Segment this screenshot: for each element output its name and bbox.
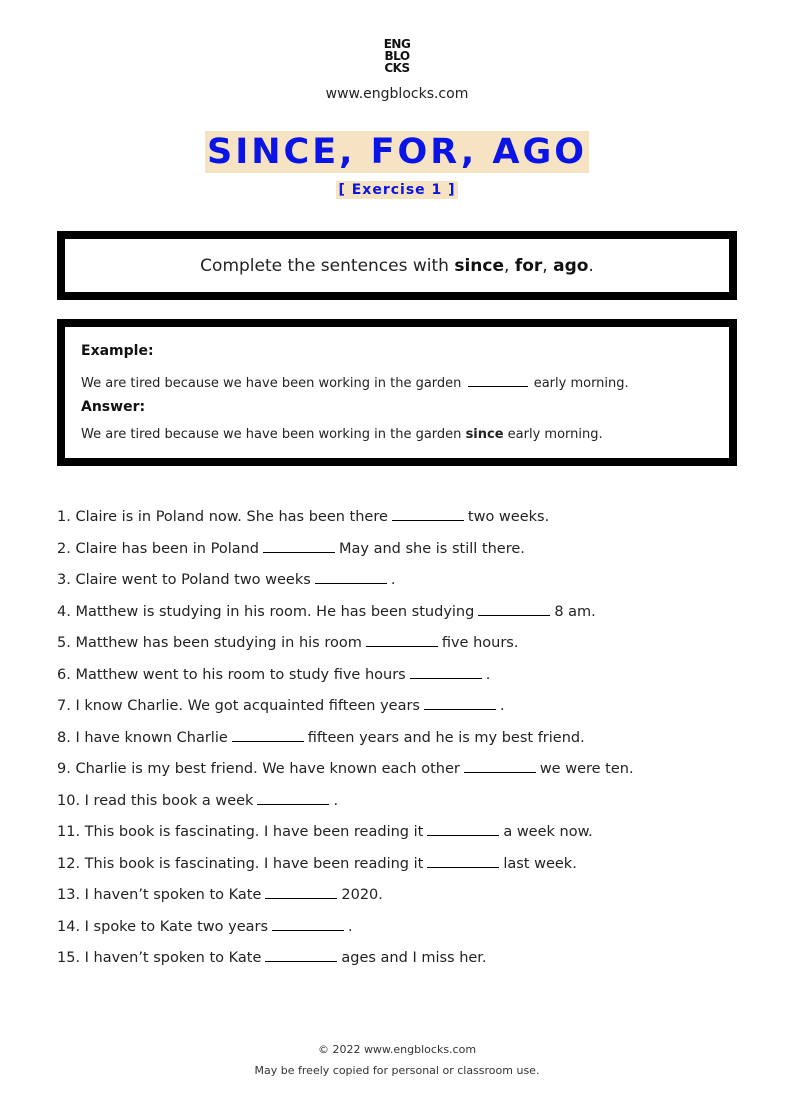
answer-blank[interactable] xyxy=(257,788,329,805)
question-item xyxy=(57,597,757,629)
question-text: May and she is still there. xyxy=(339,540,525,557)
engblocks-logo xyxy=(0,38,794,74)
site-url[interactable]: www.engblocks.com xyxy=(325,86,469,102)
question-text: ages and I miss her. xyxy=(341,950,487,966)
example-box xyxy=(57,319,737,466)
answer-blank[interactable] xyxy=(265,882,337,899)
keyword-since: since xyxy=(454,255,504,276)
answer-sentence xyxy=(81,427,603,442)
question-text: 15. I haven’t spoken to Kate xyxy=(57,950,262,966)
exercise-label: [ Exercise 1 ] xyxy=(338,182,456,198)
question-text: 11. This book is fascinating. I have been reading it xyxy=(57,824,424,840)
question-text: a week now. xyxy=(503,824,593,840)
question-item xyxy=(57,565,757,597)
question-text: 12. This book is fascinating. I have been reading it xyxy=(57,855,424,872)
answer-blank[interactable] xyxy=(232,725,304,742)
answer-blank[interactable] xyxy=(410,662,482,679)
instruction-separator: , xyxy=(504,255,515,276)
answer-blank[interactable] xyxy=(464,756,536,773)
question-item xyxy=(57,754,757,786)
question-text: fifteen years and he is my best friend. xyxy=(307,729,585,746)
answer-blank[interactable] xyxy=(478,599,550,616)
answer-blank[interactable] xyxy=(272,914,344,931)
example-blank xyxy=(468,372,528,387)
question-text: 6. Matthew went to his room to study five hours xyxy=(57,666,406,683)
question-text: 10. I read this book a week xyxy=(57,792,254,809)
logo-line-3: CKS xyxy=(384,61,410,75)
question-item xyxy=(57,912,757,944)
question-item xyxy=(57,534,757,566)
logo-line-2: BLO xyxy=(384,49,410,63)
worksheet-title: SINCE, FOR, AGO xyxy=(207,132,587,172)
question-text: 1. Claire is in Poland now. She has been there xyxy=(57,509,388,525)
answer-blank[interactable] xyxy=(265,945,337,962)
question-item xyxy=(57,502,757,534)
question-text: . xyxy=(333,792,339,809)
question-text: two weeks. xyxy=(467,509,550,525)
question-text: . xyxy=(348,918,353,935)
answer-after: early morning. xyxy=(503,427,603,442)
question-item xyxy=(57,880,757,912)
answer-blank[interactable] xyxy=(263,536,335,553)
answer-blank[interactable] xyxy=(366,630,438,647)
question-text: 2. Claire has been in Poland xyxy=(57,540,260,557)
question-item xyxy=(57,849,757,881)
question-text: we were ten. xyxy=(539,761,634,777)
footer-license: May be freely copied for personal or classroom use. xyxy=(254,1064,540,1077)
keyword-ago: ago xyxy=(553,255,589,276)
question-list xyxy=(57,502,757,975)
question-text: . xyxy=(500,698,505,714)
question-item xyxy=(57,660,757,692)
question-item xyxy=(57,628,757,660)
instruction-suffix: . xyxy=(588,255,594,276)
instruction-separator: , xyxy=(542,255,554,276)
question-text: 4. Matthew is studying in his room. He has been studying xyxy=(57,603,475,620)
question-item xyxy=(57,723,757,755)
question-item xyxy=(57,691,757,723)
instruction-text xyxy=(200,256,594,276)
question-text: last week. xyxy=(503,855,577,872)
question-text: . xyxy=(485,666,491,683)
question-text: 13. I haven’t spoken to Kate xyxy=(57,887,262,903)
question-item xyxy=(57,943,757,975)
answer-blank[interactable] xyxy=(392,504,464,521)
answer-blank[interactable] xyxy=(424,693,496,710)
answer-word: since xyxy=(465,427,504,442)
instruction-box xyxy=(57,231,737,300)
question-text: 8. I have known Charlie xyxy=(57,729,228,746)
question-text: 2020. xyxy=(341,887,383,903)
answer-blank[interactable] xyxy=(315,567,387,584)
question-text: five hours. xyxy=(441,635,519,651)
keyword-for: for xyxy=(514,255,543,276)
instruction-prefix: Complete the sentences with xyxy=(200,255,455,276)
question-item xyxy=(57,786,757,818)
question-text: 7. I know Charlie. We got acquainted fifteen years xyxy=(57,698,420,714)
question-text: 14. I spoke to Kate two years xyxy=(57,918,269,935)
example-after: early morning. xyxy=(533,376,629,391)
example-before: We are tired because we have been working in the garden xyxy=(81,376,462,391)
question-text: 5. Matthew has been studying in his room xyxy=(57,635,362,651)
answer-blank[interactable] xyxy=(427,819,499,836)
logo-line-1: ENG xyxy=(383,37,411,51)
question-text: 9. Charlie is my best friend. We have known each other xyxy=(57,761,460,777)
question-text: 3. Claire went to Poland two weeks xyxy=(57,572,311,588)
answer-label: Answer: xyxy=(81,399,146,415)
answer-blank[interactable] xyxy=(427,851,499,868)
question-text: . xyxy=(390,572,396,588)
footer-copyright: © 2022 www.engblocks.com xyxy=(317,1043,477,1056)
question-text: 8 am. xyxy=(554,603,596,620)
answer-before: We are tired because we have been working in the garden xyxy=(81,427,466,442)
question-item xyxy=(57,817,757,849)
example-sentence xyxy=(81,372,629,391)
example-label: Example: xyxy=(81,343,154,359)
